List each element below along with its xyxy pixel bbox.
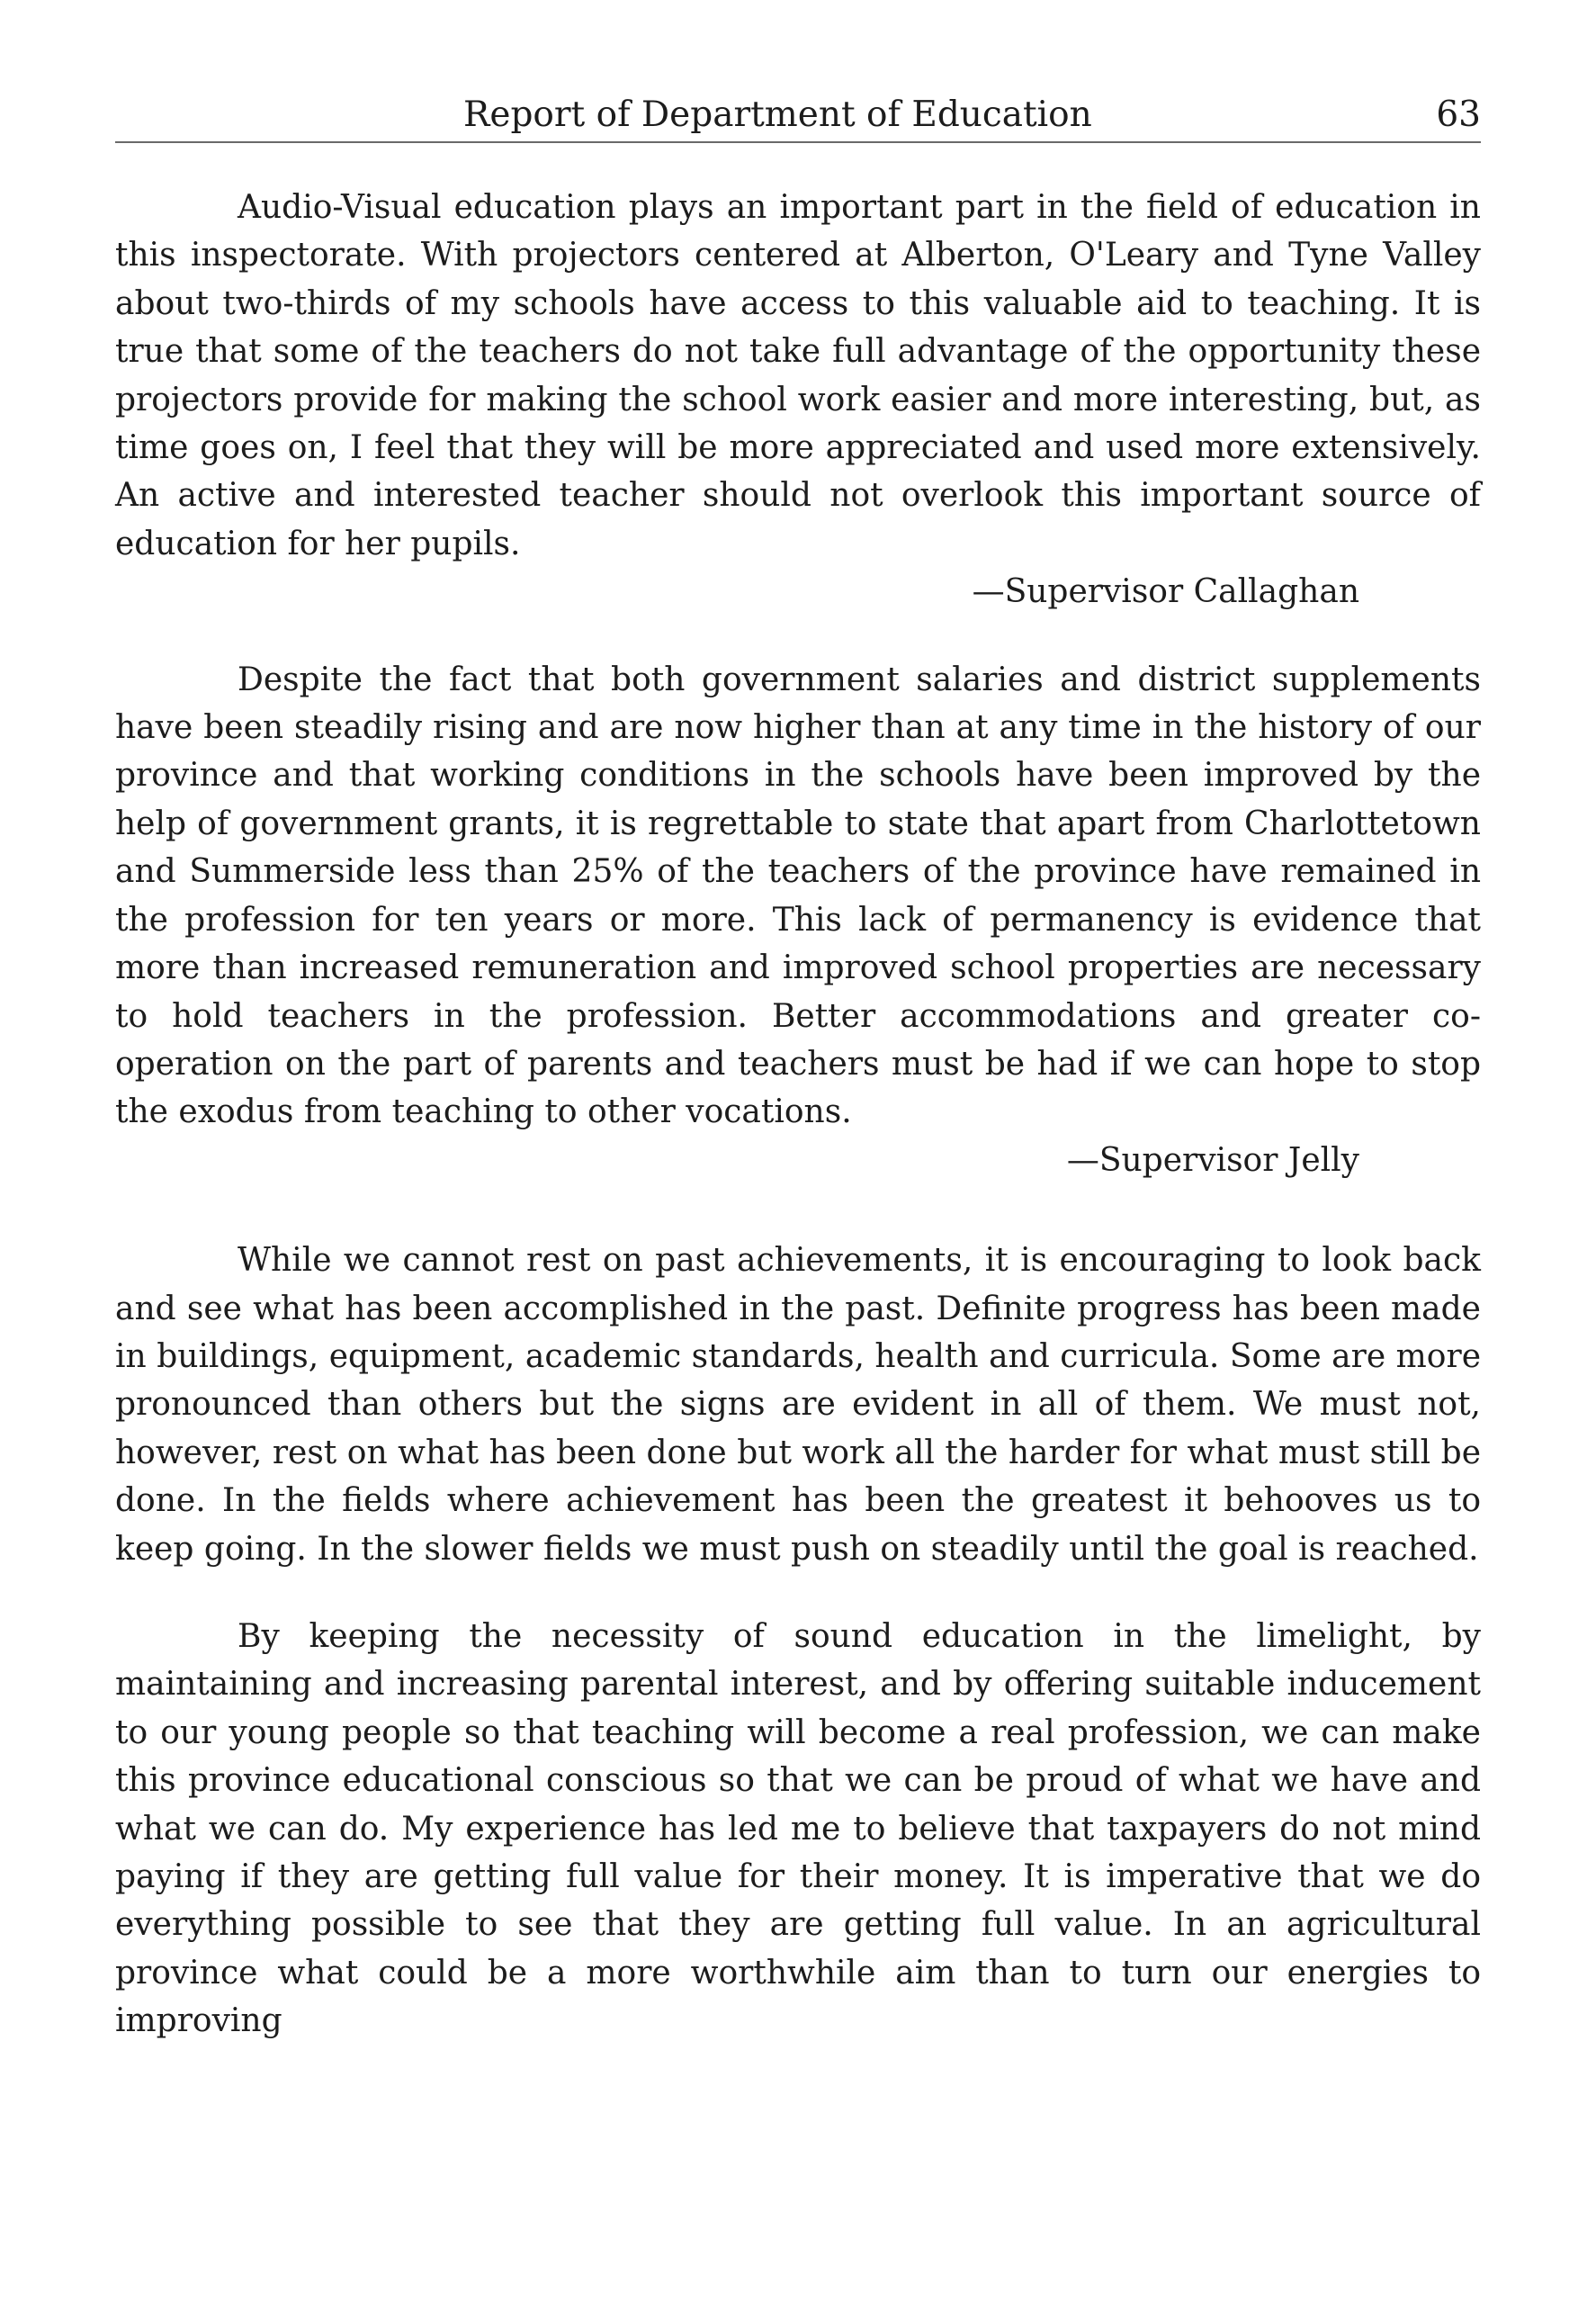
paragraph-achievements: While we cannot rest on past achievements, it is encouraging to look back and see what has been accomplished in the past. Definite progress has been made in buildings, equipment, academic standards, health and curricula. Some are more pronounced than others but the signs are evident in all of them. We must not, however, rest on what has been done but work all the harder for what must still be done. In the fields where achievement has been the greatest it behooves us to keep going. In the slower fields we must push on steadily until the goal is reached. (115, 1242, 1481, 1568)
page-number: 63 (1436, 94, 1481, 135)
paragraph-audio-visual: Audio-Visual education plays an important part in the field of education in this inspectorate. With projectors centered at Alberton, O'Leary and Tyne Valley about two-thirds of my schools have access to this valuable aid to teaching. It is true that some of the teachers do not take full advantage of the opportunity these projectors provide for making the school work easier and more interesting, but, as time goes on, I feel that they will be more appreciated and used more extensively. An active and interested teacher should not overlook this important source of education for her pupils. (115, 189, 1481, 562)
header-rule (115, 141, 1481, 143)
paragraph-teacher-permanency: Despite the fact that both government salaries and district supplements have been steadily rising and are now higher than at any time in the history of our province and that working conditions in the schools have been improved by the help of government grants, it is regrettable to state that apart from Charlottetown and Summerside less than 25% of the teachers of the province have remained in the profession for ten years or more. This lack of permanency is evidence that more than increased remuneration and improved school properties are necessary to hold teachers in the profession. Better accommodations and greater co-operation on the part of parents and teachers must be had if we can hope to stop the exodus from teaching to other vocations. (115, 661, 1481, 1131)
running-header (115, 90, 1481, 140)
signature-jelly: —Supervisor Jelly (1066, 1141, 1359, 1179)
body-text (115, 184, 1481, 2046)
signature-callaghan: —Supervisor Callaghan (972, 573, 1359, 611)
paragraph-sound-education: By keeping the necessity of sound education in the limelight, by maintaining and increasing parental interest, and by offering suitable inducement to our young people so that teaching will become a real profession, we can make this province educational conscious so that we can be proud of what we have and what we can do. My experience has led me to believe that taxpayers do not mind paying if they are getting full value for their money. It is imperative that we do everything possible to see that they are getting full value. In an agricultural province what could be a more worthwhile aim than to turn our energies to improving (115, 1617, 1481, 2040)
running-title: Report of Department of Education (463, 94, 1092, 135)
